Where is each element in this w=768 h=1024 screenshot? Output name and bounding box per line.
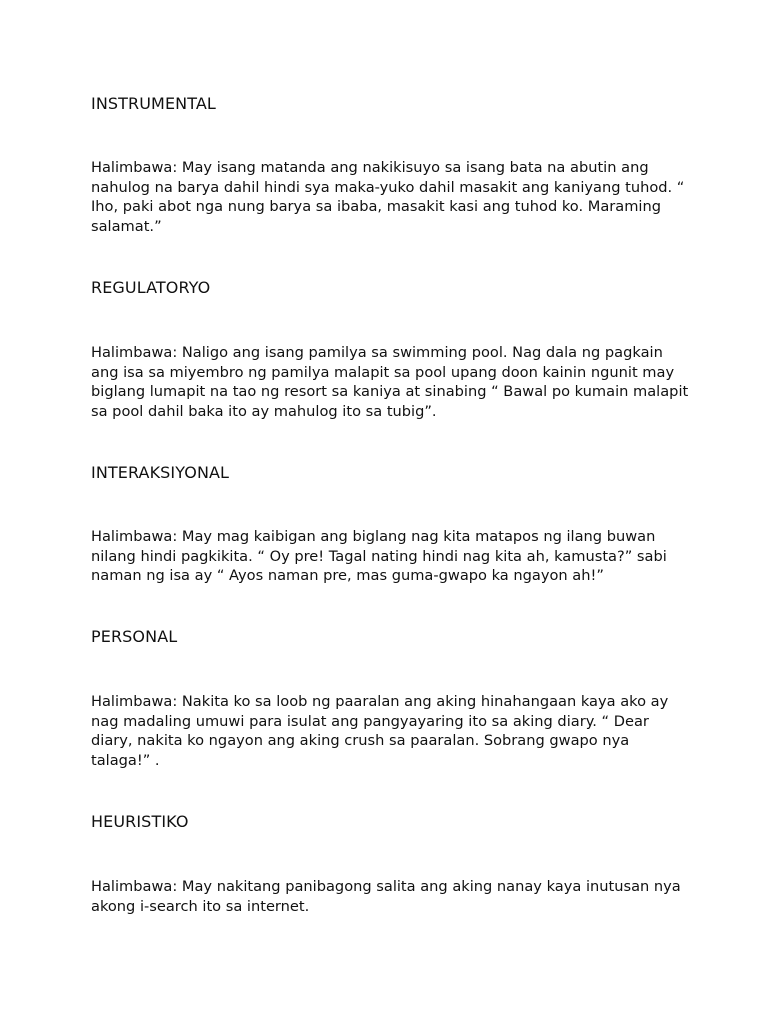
section-text-personal: Halimbawa: Nakita ko sa loob ng paaralan ang aking hinahangaan kaya ako ay nag madaling umuwi para isulat ang pangyayaring ito sa aking diary. “ Dear diary, nakita ko ngayon ang aking crush sa paaralan. Sobrang gwapo nya talaga!” . — [91, 693, 669, 769]
section-text-heuristiko: Halimbawa: May nakitang panibagong salita ang aking nanay kaya inutusan nya akong i-search ito sa internet. — [91, 878, 681, 915]
section-text-regulatoryo: Halimbawa: Naligo ang isang pamilya sa swimming pool. Nag dala ng pagkain ang isa sa miyembro ng pamilya malapit sa pool upang doon kainin ngunit may biglang lumapit na tao ng resort sa kaniya at sinabing “ Bawal po kumain malapit sa pool dahil baka ito ay mahulog ito sa tubig”. — [91, 344, 689, 420]
section-heading-interaksiyonal: INTERAKSIYONAL — [91, 463, 230, 482]
section-text-interaksiyonal: Halimbawa: May mag kaibigan ang biglang nag kita matapos ng ilang buwan nilang hindi pagkikita. “ Oy pre! Tagal nating hindi nag kita ah, kamusta?” sabi naman ng isa ay “ Ayos naman pre, mas guma-gwapo ka ngayon ah!” — [91, 528, 667, 585]
section-heading-heuristiko: HEURISTIKO — [91, 812, 189, 831]
section-text-instrumental: Halimbawa: May isang matanda ang nakikisuyo sa isang bata na abutin ang nahulog na barya dahil hindi sya maka-yuko dahil masakit ang kaniyang tuhod. “ Iho, paki abot nga nung barya sa ibaba, masakit kasi ang tuhod ko. Maraming salamat.” — [91, 159, 685, 235]
section-heading-instrumental: INSTRUMENTAL — [91, 94, 216, 113]
section-heading-regulatoryo: REGULATORYO — [91, 278, 211, 297]
section-heading-personal: PERSONAL — [91, 627, 178, 646]
